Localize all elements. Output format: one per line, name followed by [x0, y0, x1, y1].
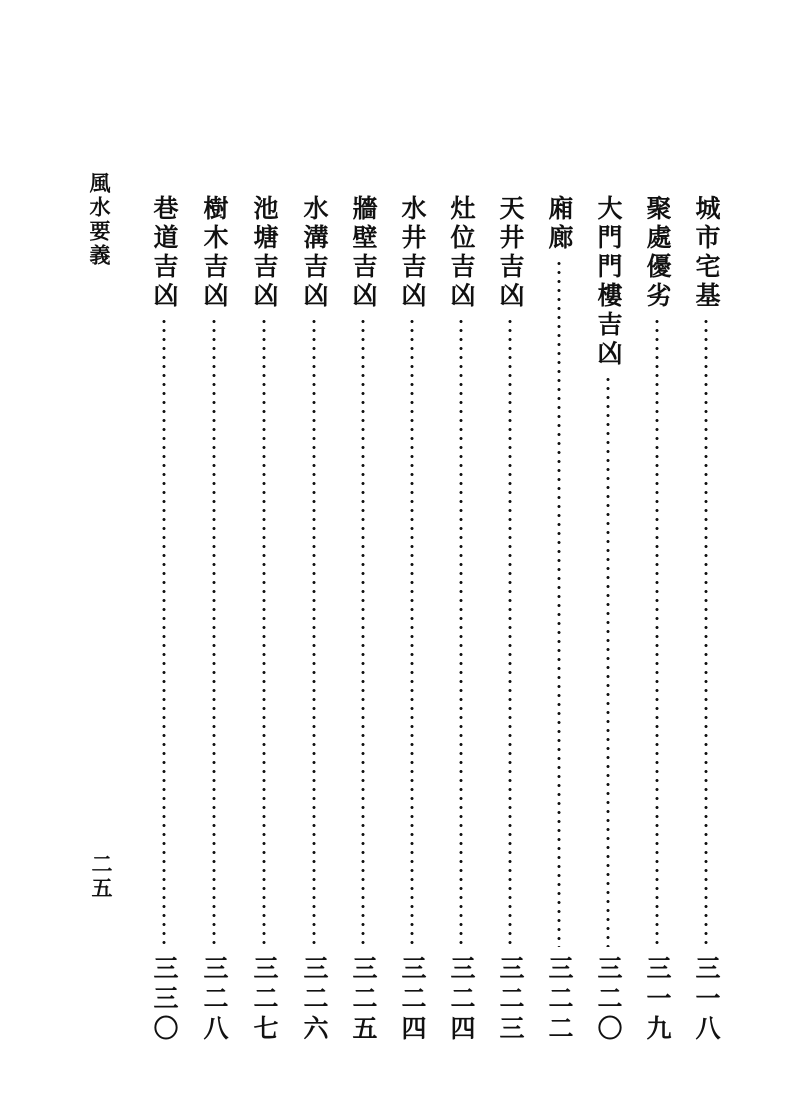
- dot-leader: [704, 317, 708, 947]
- dot-leader: [361, 317, 365, 947]
- toc-entry: [591, 195, 625, 1045]
- dot-leader: [410, 317, 414, 947]
- entry-title: 聚處優劣: [643, 195, 672, 311]
- entry-title: 巷道吉凶: [150, 195, 179, 311]
- page-number: 二五: [89, 853, 114, 901]
- dot-leader: [312, 317, 316, 947]
- entry-title: 池塘吉凶: [250, 195, 279, 311]
- toc-entry: [147, 195, 181, 1045]
- entry-page-number: 三三〇: [150, 955, 179, 1045]
- entry-page-number: 三一九: [643, 955, 672, 1045]
- dot-leader: [606, 375, 610, 947]
- toc-entry: [640, 195, 674, 1045]
- entry-page-number: 三二二: [545, 955, 574, 1045]
- entry-title: 牆壁吉凶: [349, 195, 378, 311]
- entry-page-number: 三二五: [349, 955, 378, 1045]
- entry-page-number: 三二七: [250, 955, 279, 1045]
- dot-leader: [508, 317, 512, 947]
- dot-leader: [212, 317, 216, 947]
- toc-entry: [346, 195, 380, 1045]
- dot-leader: [459, 317, 463, 947]
- toc-entry: [297, 195, 331, 1045]
- entry-page-number: 三一八: [692, 955, 721, 1045]
- entry-page-number: 三二〇: [594, 955, 623, 1045]
- toc-entry: [247, 195, 281, 1045]
- toc-entry: [493, 195, 527, 1045]
- book-title: 風水要義: [87, 172, 112, 268]
- toc-entry: [689, 195, 723, 1045]
- toc-entry: [542, 195, 576, 1045]
- dot-leader: [162, 317, 166, 947]
- toc-entry: [444, 195, 478, 1045]
- toc-entry: [395, 195, 429, 1045]
- entry-title: 樹木吉凶: [200, 195, 229, 311]
- entry-page-number: 三二四: [398, 955, 427, 1045]
- entry-title: 城市宅基: [692, 195, 721, 311]
- entry-title: 天井吉凶: [496, 195, 525, 311]
- entry-title: 大門門樓吉凶: [594, 195, 623, 369]
- dot-leader: [262, 317, 266, 947]
- entry-title: 廂廊: [545, 195, 574, 253]
- entry-page-number: 三二六: [300, 955, 329, 1045]
- dot-leader: [557, 259, 561, 947]
- toc-entry: [197, 195, 231, 1045]
- entry-page-number: 三二三: [496, 955, 525, 1045]
- dot-leader: [655, 317, 659, 947]
- entry-title: 水溝吉凶: [300, 195, 329, 311]
- entry-page-number: 三二八: [200, 955, 229, 1045]
- entry-title: 灶位吉凶: [447, 195, 476, 311]
- entry-title: 水井吉凶: [398, 195, 427, 311]
- entry-page-number: 三二四: [447, 955, 476, 1045]
